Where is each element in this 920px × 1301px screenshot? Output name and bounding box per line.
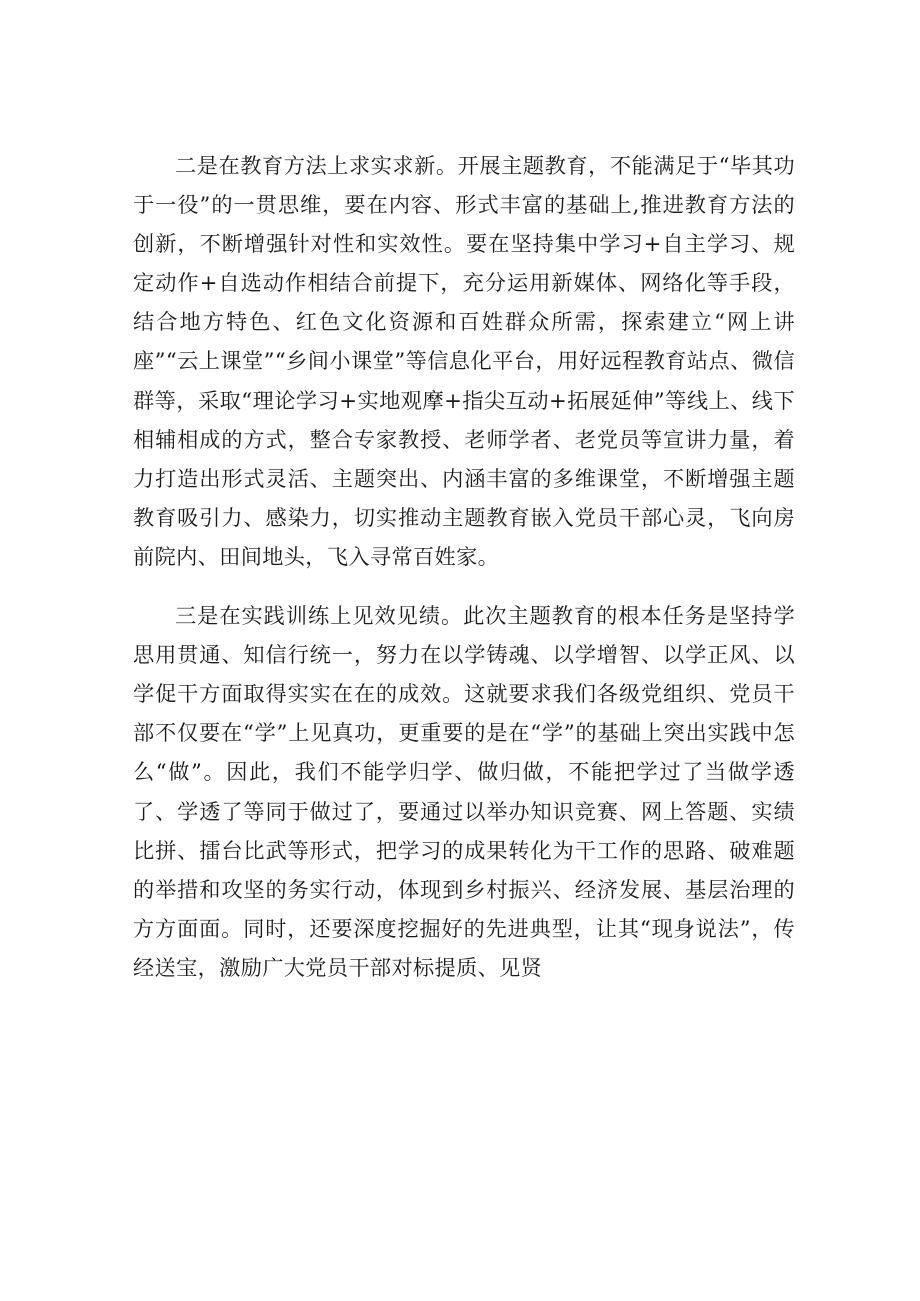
document-body: [133, 146, 795, 987]
paragraph-practice-training: 三是在实践训练上见效见绩。此次主题教育的根本任务是坚持学思用贯通、知信行统一，努力在以学铸魂、以学增智、以学正风、以学促干方面取得实实在在的成效。这就要求我们各级党组织、党员干部不仅要在“学”上见真功，更重要的是在“学”的基础上突出实践中怎么“做”。因此，我们不能学归学、做归做，不能把学过了当做学透了、学透了等同于做过了，要通过以举办知识竞赛、网上答题、实绩比拼、擂台比武等形式，把学习的成果转化为干工作的思路、破难题的举措和攻坚的务实行动，体现到乡村振兴、经济发展、基层治理的方方面面。同时，还要深度挖掘好的先进典型，让其“现身说法”，传经送宝，激励广大党员干部对标提质、见贤: [133, 603, 795, 980]
paragraph-education-methods: 二是在教育方法上求实求新。开展主题教育，不能满足于“毕其功于一役”的一贯思维，要在内容、形式丰富的基础上,推进教育方法的创新，不断增强针对性和实效性。要在坚持集中学习+自主学习、规定动作+自选动作相结合前提下，充分运用新媒体、网络化等手段，结合地方特色、红色文化资源和百姓群众所需，探索建立“网上讲座”“云上课堂”“乡间小课堂”等信息化平台，用好远程教育站点、微信群等，采取“理论学习+实地观摩+指尖互动+拓展延伸”等线上、线下相辅相成的方式，整合专家教授、老师学者、老党员等宣讲力量，着力打造出形式灵活、主题突出、内涵丰富的多维课堂，不断增强主题教育吸引力、感染力，切实推动主题教育嵌入党员干部心灵，飞向房前院内、田间地头，飞入寻常百姓家。: [133, 153, 795, 569]
